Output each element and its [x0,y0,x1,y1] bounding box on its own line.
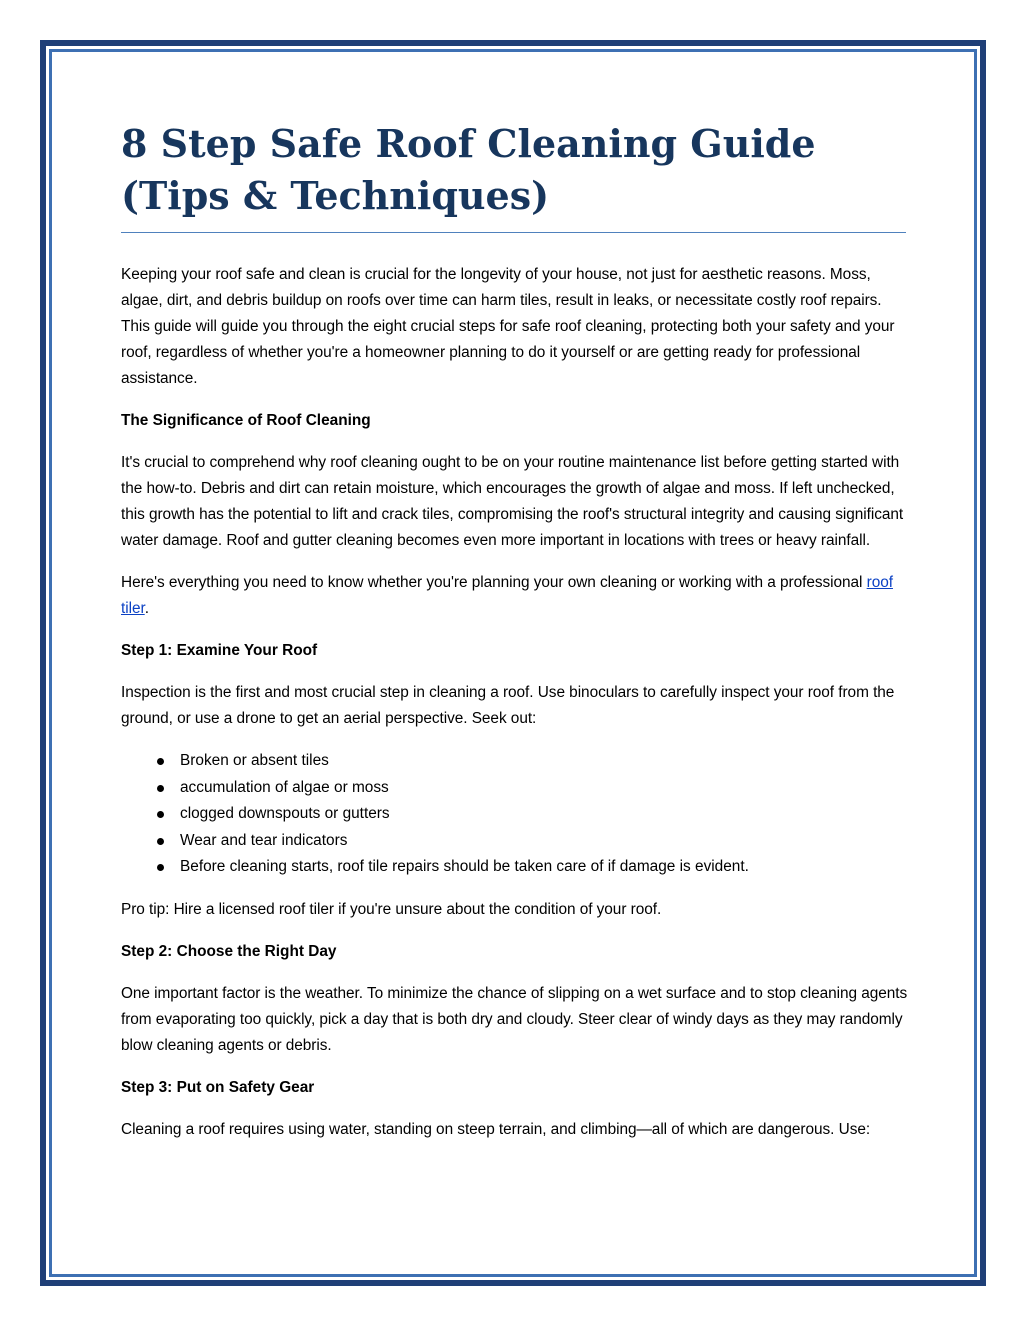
list-item [121,748,911,775]
list-item-text: clogged downspouts or gutters [180,805,390,823]
bullet-icon [157,864,164,871]
list-item [121,775,911,802]
bullet-icon [157,838,164,845]
document-title: 8 Step Safe Roof Cleaning Guide (Tips & Techniques) [121,118,906,233]
step-1-heading: Step 1: Examine Your Roof [121,642,318,659]
significance-paragraph: It's crucial to comprehend why roof cleaning ought to be on your routine maintenance list before getting started with the how-to. Debris and dirt can retain moisture, which encourages the growth of algae and moss. If left unchecked, this growth has the potential to lift and crack tiles, compromising the roof's structural integrity and causing significant water damage. Roof and gutter cleaning becomes even more important in locations with trees or heavy rainfall. [121,454,904,549]
step-2-heading: Step 2: Choose the Right Day [121,942,337,960]
step-2-paragraph: One important factor is the weather. To minimize the chance of slipping on a wet surface and to stop cleaning agents from evaporating too quickly, pick a day that is both dry and cloudy. Steer clear of windy days as they may randomly blow cleaning agents or debris. [121,984,908,1054]
list-item [121,828,911,855]
professional-text-end: . [144,600,149,617]
bullet-icon [157,811,164,818]
inspection-checklist [121,748,911,881]
list-item [121,854,911,881]
step-1-paragraph: Inspection is the first and most crucial step in cleaning a roof. Use binoculars to carefully inspect your roof from the ground, or use a drone to get an aerial perspective. Seek out: [121,684,895,727]
professional-text: Here's everything you need to know whether you're planning your own cleaning or working with a professional [121,574,867,591]
list-item-text: Wear and tear indicators [180,831,348,849]
intro-paragraph: Keeping your roof safe and clean is crucial for the longevity of your house, not just for aesthetic reasons. Moss, algae, dirt, and debris buildup on roofs over time can harm tiles, result in leaks, or necessitate costly roof repairs. This guide will guide you through the eight crucial steps for safe roof cleaning, protecting both your safety and your roof, regardless of whether you're a homeowner planning to do it yourself or are getting ready for professional assistance. [121,266,895,387]
step-3-heading: Step 3: Put on Safety Gear [121,1078,315,1096]
significance-heading: The Significance of Roof Cleaning [121,412,371,429]
professional-paragraph [121,570,911,622]
list-item-text: accumulation of algae or moss [180,778,389,796]
list-item-text: Before cleaning starts, roof tile repairs should be taken care of if damage is evident. [180,858,749,876]
bullet-icon [157,758,164,765]
step-3-paragraph: Cleaning a roof requires using water, standing on steep terrain, and climbing—all of which are dangerous. Use: [121,1120,871,1138]
list-item [121,801,911,828]
document-body [121,118,911,1143]
list-item-text: Broken or absent tiles [180,752,329,769]
roof-tiler-link[interactable]: roof tiler [121,574,893,617]
bullet-icon [157,785,164,792]
pro-tip: Pro tip: Hire a licensed roof tiler if you're unsure about the condition of your roof. [121,900,662,918]
